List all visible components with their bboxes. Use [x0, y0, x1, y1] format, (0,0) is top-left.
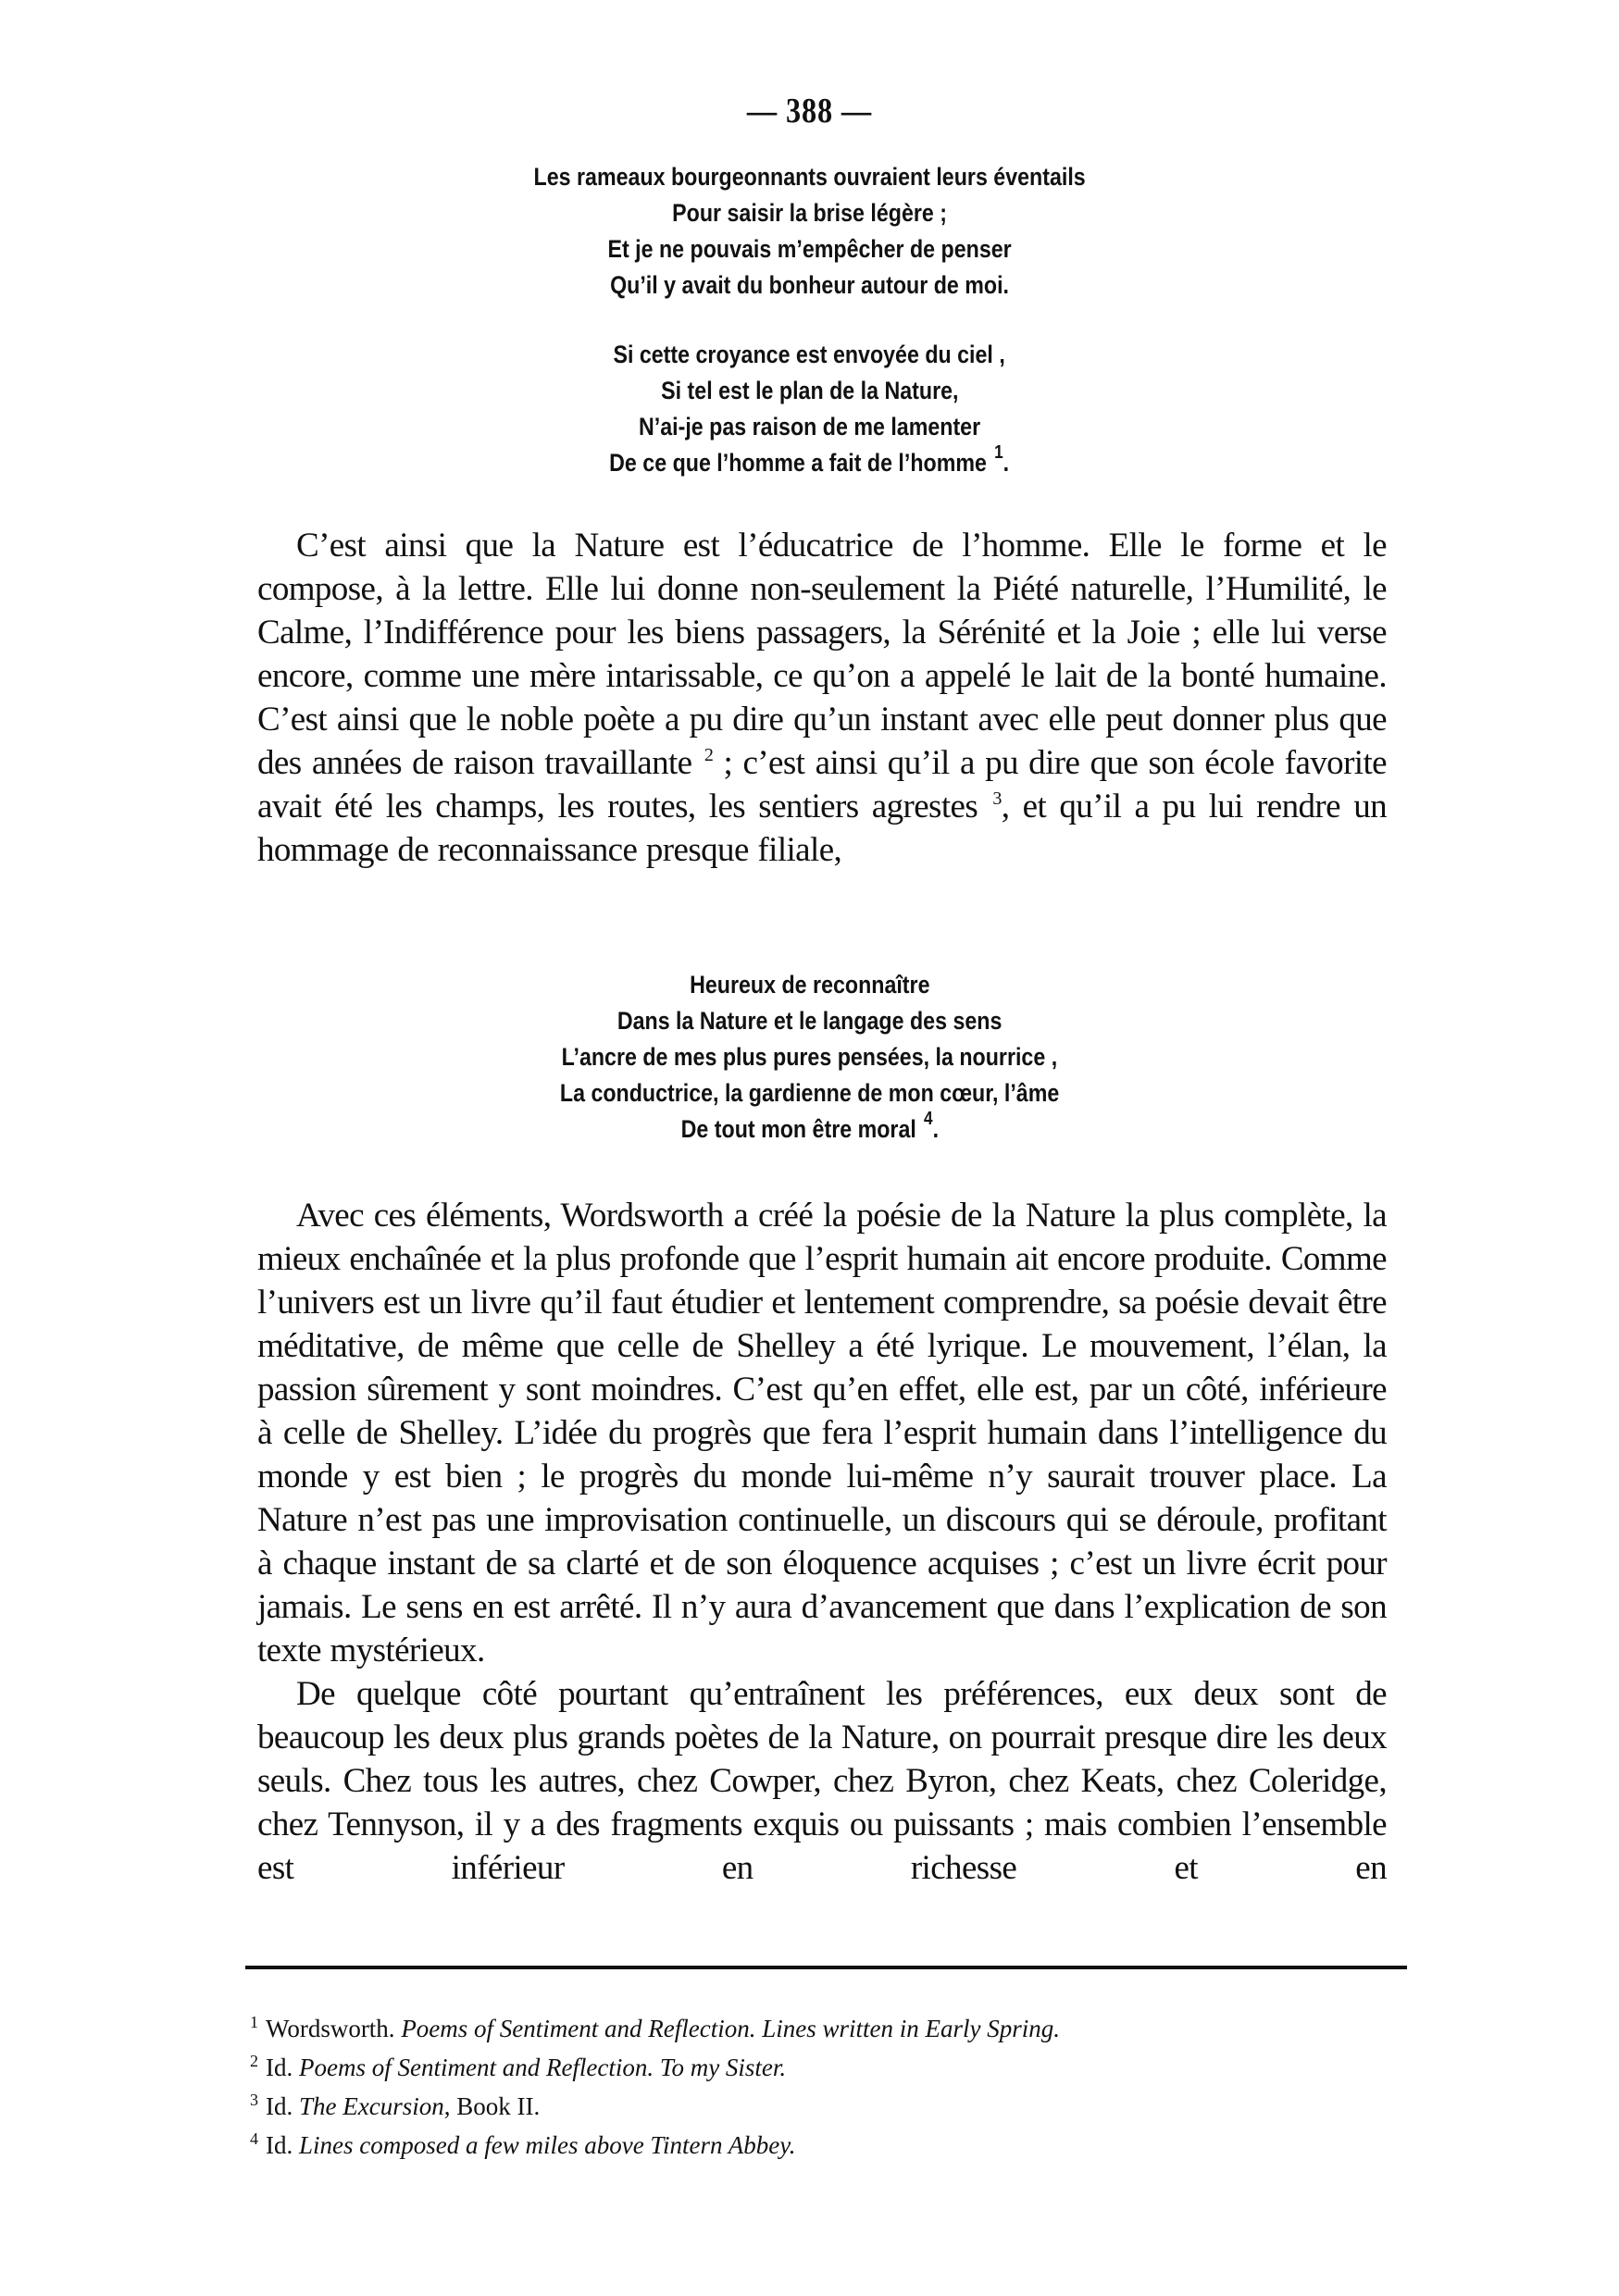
- verse-line: Heureux de reconnaître: [689, 971, 930, 999]
- footnote-ref-4[interactable]: 4: [923, 1109, 933, 1129]
- verse-line: De tout mon être moral $^4$.: [680, 1109, 939, 1143]
- footnotes: [250, 2006, 1416, 2162]
- verse-block-3: [0, 967, 1619, 1148]
- verse-line: L’ancre de mes plus pures pensées, la nourrice ,: [561, 1043, 1058, 1071]
- footnote-ref-2[interactable]: 2: [704, 745, 714, 765]
- paragraph-text: Avec ces éléments, Wordsworth a créé la poésie de la Nature la plus complète, la mieux enchaînée et la plus profonde que l’esprit humain ait encore produite. Comme l’univers est un livre qu’il faut étudier et lentement comprendre, sa poésie devait être méditative, de même que celle de Shelley a été lyrique. Le mouvement, l’élan, la passion sûrement y sont moindres. C’est qu’en effet, elle est, par un côté, inférieure à celle de Shelley. L’idée du progrès que fera l’esprit humain dans l’intelligence du monde y est bien ; le progrès du monde lui-même n’y saurait trouver place. La Nature n’est pas une improvisation continuelle, un discours qui se déroule, profitant à chaque instant de sa clarté et de son éloquence acquises ; c’est un livre écrit pour jamais. Le sens en est arrêté. Il n’y aura d’avancement que dans l’explication de son texte mystérieux.: [257, 1197, 1387, 1669]
- footnote-2: $^2$ Id. Poems of Sentiment and Reflection. To my Sister.: [250, 2052, 787, 2081]
- paragraph-text: De quelque côté pourtant qu’entraînent les préférences, eux deux sont de beaucoup les deux plus grands poètes de la Nature, on pourrait presque dire les deux seuls. Chez tous les autres, chez Cowper, chez Byron, chez Keats, chez Coleridge, chez Tennyson, il y a des fragments exquis ou puissants ; mais combien l’ensemble est inférieur en richesse et en: [257, 1675, 1387, 1887]
- footnote-divider: [245, 1966, 1407, 1969]
- verse-line: Qu’il y avait du bonheur autour de moi.: [610, 271, 1009, 299]
- footnote-3: $^3$ Id. The Excursion, Book II.: [250, 2091, 541, 2120]
- verse-line: Et je ne pouvais m’empêcher de penser: [607, 235, 1012, 263]
- verse-line: Les rameaux bourgeonnants ouvraient leurs éventails: [533, 163, 1086, 191]
- footnote-1: $^1$ Wordsworth. Poems of Sentiment and Reflection. Lines written in Early Spring.: [250, 2013, 1060, 2042]
- verse-block-2: [0, 337, 1619, 481]
- footnote-4: $^4$ Id. Lines composed a few miles above Tintern Abbey.: [250, 2129, 796, 2159]
- verse-line: Si tel est le plan de la Nature,: [660, 377, 959, 404]
- footnote-ref-3[interactable]: 3: [992, 788, 1002, 809]
- verse-line: N’ai-je pas raison de me lamenter: [638, 413, 981, 441]
- paragraph-text: C’est ainsi que la Nature est l’éducatrice de l’homme. Elle le forme et le compose, à la lettre. Elle lui donne non-seulement la Piété naturelle, l’Humilité, le Calme, l’Indifférence pour les biens passagers, la Sérénité et la Joie ; elle lui verse encore, comme une mère intarissable, ce qu’on a appelé le lait de la bonté humaine. C’est ainsi que le noble poète a pu dire qu’un instant avec elle peut donner plus que des années de raison travaillante $^2$ ; c’est ainsi qu’il a pu dire que son école favorite avait été les champs, les routes, les sentiers agrestes $^3$, et qu’il a pu lui rendre un hommage de reconnaissance presque filiale,: [257, 527, 1387, 869]
- verse-block-1: [0, 159, 1619, 304]
- paragraph-1: [257, 524, 1387, 872]
- verse-line: Si cette croyance est envoyée du ciel ,: [613, 341, 1006, 368]
- verse-line: Dans la Nature et le langage des sens: [616, 1007, 1003, 1035]
- page-number: — 388 —: [746, 92, 873, 130]
- paragraph-2: [257, 1194, 1387, 1890]
- verse-line: De ce que l’homme a fait de l’homme $^1$.: [609, 442, 1010, 477]
- footnote-ref-1[interactable]: 1: [994, 442, 1004, 463]
- verse-line: La conductrice, la gardienne de mon cœur, l’âme: [559, 1079, 1060, 1107]
- verse-line: Pour saisir la brise légère ;: [672, 199, 947, 227]
